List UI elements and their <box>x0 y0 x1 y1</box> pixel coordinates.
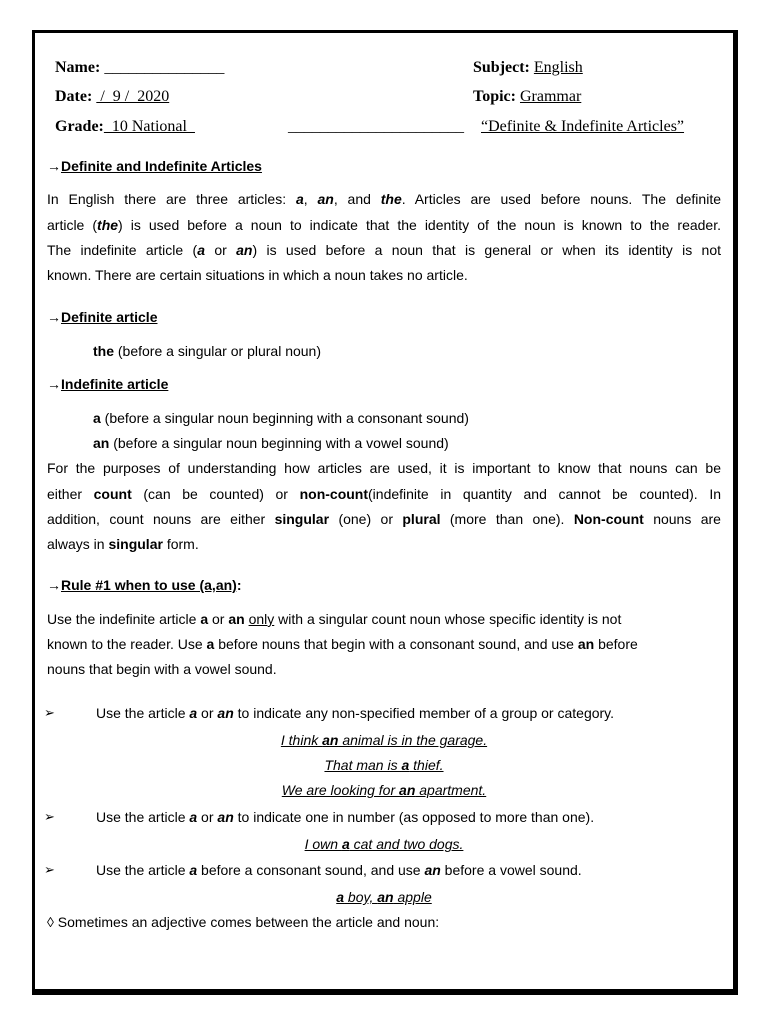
arrowhead-bullet-icon: ➢ <box>44 809 55 824</box>
example-1: I think an animal is in the garage. <box>280 732 488 748</box>
bullet-1-text: Use the article a or an to indicate any non-specified member of a group or category. <box>96 705 615 721</box>
rule1-line-1: Use the indefinite article a or an only with a singular count noun whose specific identity is not <box>47 611 622 627</box>
grade-value: 10 National <box>103 118 195 135</box>
example-4: I own a cat and two dogs. <box>304 836 464 852</box>
grade-blank-line: ______________________ <box>288 118 464 135</box>
purpose-line-1: For the purposes of understanding how articles are used, it is important to know that nouns can be <box>47 460 721 476</box>
indefinite-heading-text: Indefinite article <box>61 376 169 392</box>
arrow-icon: → <box>47 158 61 174</box>
intro-line-1: In English there are three articles: a, an, and the. Articles are used before nouns. The definite <box>47 191 721 207</box>
bullet-2-text: Use the article a or an to indicate one in number (as opposed to more than one). <box>96 809 595 825</box>
arrow-icon: → <box>47 577 61 593</box>
example-3: We are looking for an apartment. <box>281 782 487 798</box>
indefinite-a: a (before a singular noun beginning with a consonant sound) <box>93 410 469 426</box>
definite-heading <box>47 309 157 325</box>
topic-title: “Definite & Indefinite Articles” <box>481 118 685 135</box>
name-field <box>55 59 224 77</box>
intro-line-3: The indefinite article (a or an) is used before a noun that is general or when its identity is not <box>47 242 722 258</box>
name-label: Name: <box>55 59 101 76</box>
subject-label: Subject: <box>473 59 530 76</box>
date-value: / 9 / 2020 <box>96 88 170 105</box>
purpose-line-4: always in singular form. <box>47 536 199 552</box>
date-field <box>55 88 169 106</box>
topic-field <box>473 88 581 106</box>
indefinite-heading <box>47 376 168 392</box>
arrow-icon: → <box>47 309 61 325</box>
definite-heading-text: Definite article <box>61 309 158 325</box>
arrowhead-bullet-icon: ➢ <box>44 862 55 877</box>
grade-field <box>55 118 195 136</box>
definite-the: the (before a singular or plural noun) <box>93 343 322 359</box>
adjective-note: ◊ Sometimes an adjective comes between the article and noun: <box>47 914 440 930</box>
date-label: Date: <box>55 88 93 105</box>
grade-label: Grade: <box>55 118 104 135</box>
name-value: _______________ <box>104 59 225 76</box>
rule1-line-3: nouns that begin with a vowel sound. <box>47 661 277 677</box>
rule1-heading-text: Rule #1 when to use (a,an) <box>61 577 237 593</box>
rule1-heading: →Rule #1 when to use (a,an): <box>47 577 242 593</box>
arrowhead-bullet-icon: ➢ <box>44 705 55 720</box>
example-2: That man is a thief. <box>324 757 444 773</box>
intro-line-2: article (the) is used before a noun to indicate that the identity of the noun is known to the reader. <box>47 217 721 233</box>
intro-line-4: known. There are certain situations in which a noun takes no article. <box>47 267 468 283</box>
subject-value: English <box>533 59 583 76</box>
topic-value: Grammar <box>519 88 582 105</box>
page-border-shadow-bottom <box>32 990 738 995</box>
bullet-3-text: Use the article a before a consonant sound, and use an before a vowel sound. <box>96 862 582 878</box>
intro-heading <box>47 158 262 174</box>
example-5: a boy, an apple <box>336 889 432 905</box>
subject-field <box>473 59 583 77</box>
indefinite-an: an (before a singular noun beginning with a vowel sound) <box>93 435 449 451</box>
rule1-line-2: known to the reader. Use a before nouns that begin with a consonant sound, and use an before <box>47 636 638 652</box>
purpose-line-2: either count (can be counted) or non-count(indefinite in quantity and cannot be counted). In <box>47 486 721 502</box>
arrow-icon: → <box>47 376 61 392</box>
purpose-line-3: addition, count nouns are either singular (one) or plural (more than one). Non-count nouns are <box>47 511 721 527</box>
intro-heading-text: Definite and Indefinite Articles <box>61 158 262 174</box>
topic-label: Topic: <box>473 88 516 105</box>
